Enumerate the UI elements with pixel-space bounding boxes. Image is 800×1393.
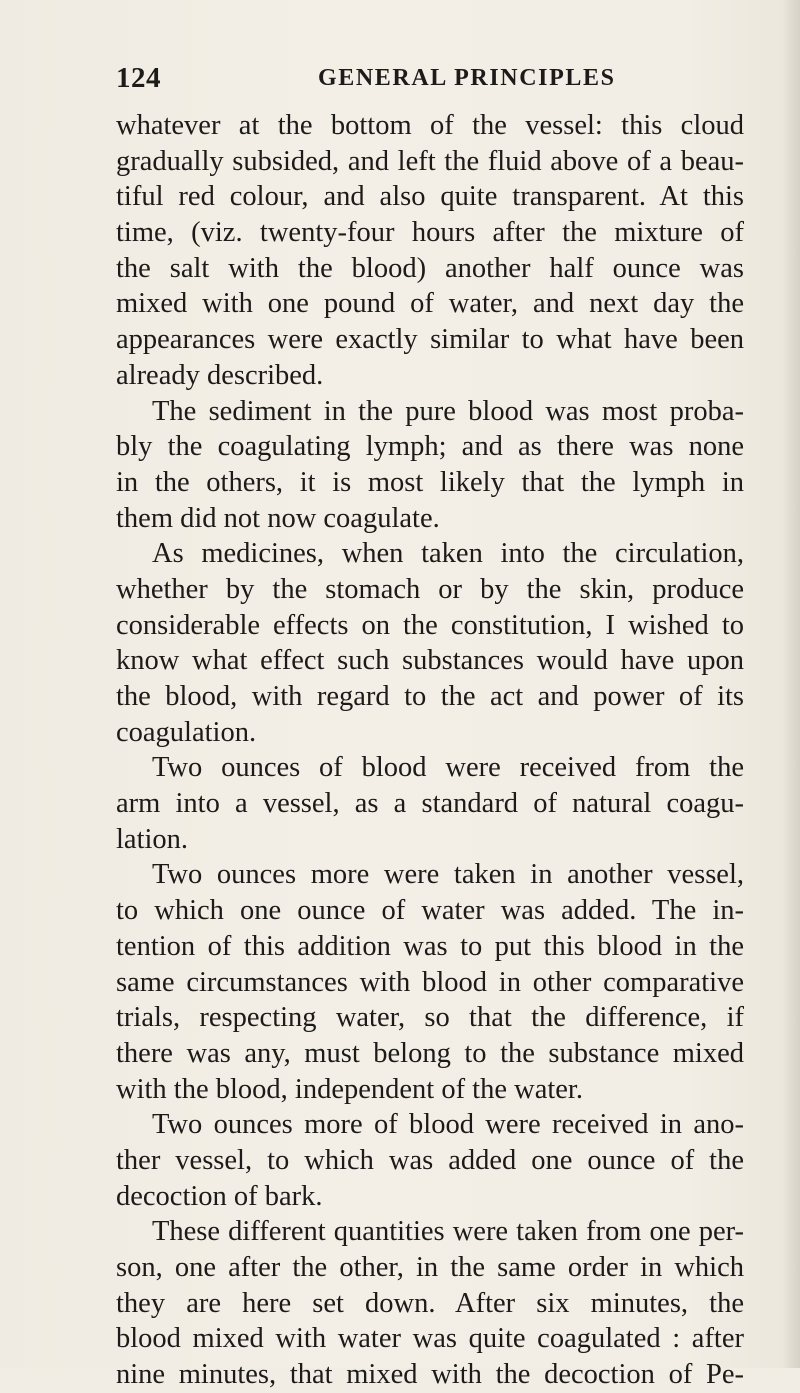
text-line: tention of this addition was to put this blood in the	[116, 930, 744, 962]
page-header	[116, 62, 736, 102]
text-line: them did not now coagulate.	[116, 502, 440, 534]
text-line: already described.	[116, 359, 324, 391]
text-line: whether by the stomach or by the skin, produce	[116, 573, 744, 605]
text-line: decoction of bark.	[116, 1180, 323, 1212]
text-line: son, one after the other, in the same order in which	[116, 1252, 744, 1283]
text-line: considerable effects on the constitution, I wished to	[116, 609, 744, 641]
text-line: the blood, with regard to the act and power of its	[116, 681, 744, 712]
text-line: gradually subsided, and left the fluid above of a beau-	[116, 145, 744, 177]
text-line: arm into a vessel, as a standard of natural coagu-	[116, 788, 744, 820]
text-line: whatever at the bottom of the vessel: this cloud	[116, 110, 744, 141]
page-edge-shadow	[782, 0, 800, 1368]
text-line: The sediment in the pure blood was most proba-	[152, 395, 744, 427]
text-line: with the blood, independent of the water.	[116, 1073, 583, 1105]
text-line: Two ounces of blood were received from the	[152, 752, 744, 784]
text-line: know what effect such substances would have upon	[116, 645, 744, 677]
text-line: Two ounces more were taken in another vessel,	[152, 859, 744, 891]
text-line: same circumstances with blood in other comparative	[116, 966, 744, 998]
text-line: blood mixed with water was quite coagulated : after	[116, 1323, 744, 1355]
text-line: These different quantities were taken from one per-	[152, 1216, 744, 1248]
text-line: lation.	[116, 823, 189, 855]
text-line: ther vessel, to which was added one ounce of the	[116, 1144, 744, 1176]
text-line: they are here set down. After six minutes, the	[116, 1287, 744, 1319]
text-line: As medicines, when taken into the circulation,	[152, 538, 744, 570]
text-line: in the others, it is most likely that the lymph in	[116, 466, 744, 498]
text-line: appearances were exactly similar to what have been	[116, 324, 744, 356]
text-line: there was any, must belong to the substance mixed	[116, 1037, 744, 1069]
text-line: time, (viz. twenty-four hours after the mixture of	[116, 217, 744, 249]
text-line: nine minutes, that mixed with the decoction of Pe-	[116, 1359, 744, 1391]
text-line: to which one ounce of water was added. The in-	[116, 895, 744, 927]
text-line: tiful red colour, and also quite transparent. At this	[116, 181, 744, 213]
page-number: 124	[116, 62, 161, 94]
text-line: coagulation.	[116, 716, 257, 748]
running-head: GENERAL PRINCIPLES	[318, 65, 616, 91]
text-line: trials, respecting water, so that the difference, if	[116, 1002, 744, 1034]
body-text	[116, 108, 744, 1393]
text-line: Two ounces more of blood were received in ano-	[152, 1109, 744, 1141]
text-line: mixed with one pound of water, and next day the	[116, 288, 744, 320]
text-line: bly the coagulating lymph; and as there was none	[116, 431, 744, 463]
text-line: the salt with the blood) another half ounce was	[116, 252, 744, 284]
